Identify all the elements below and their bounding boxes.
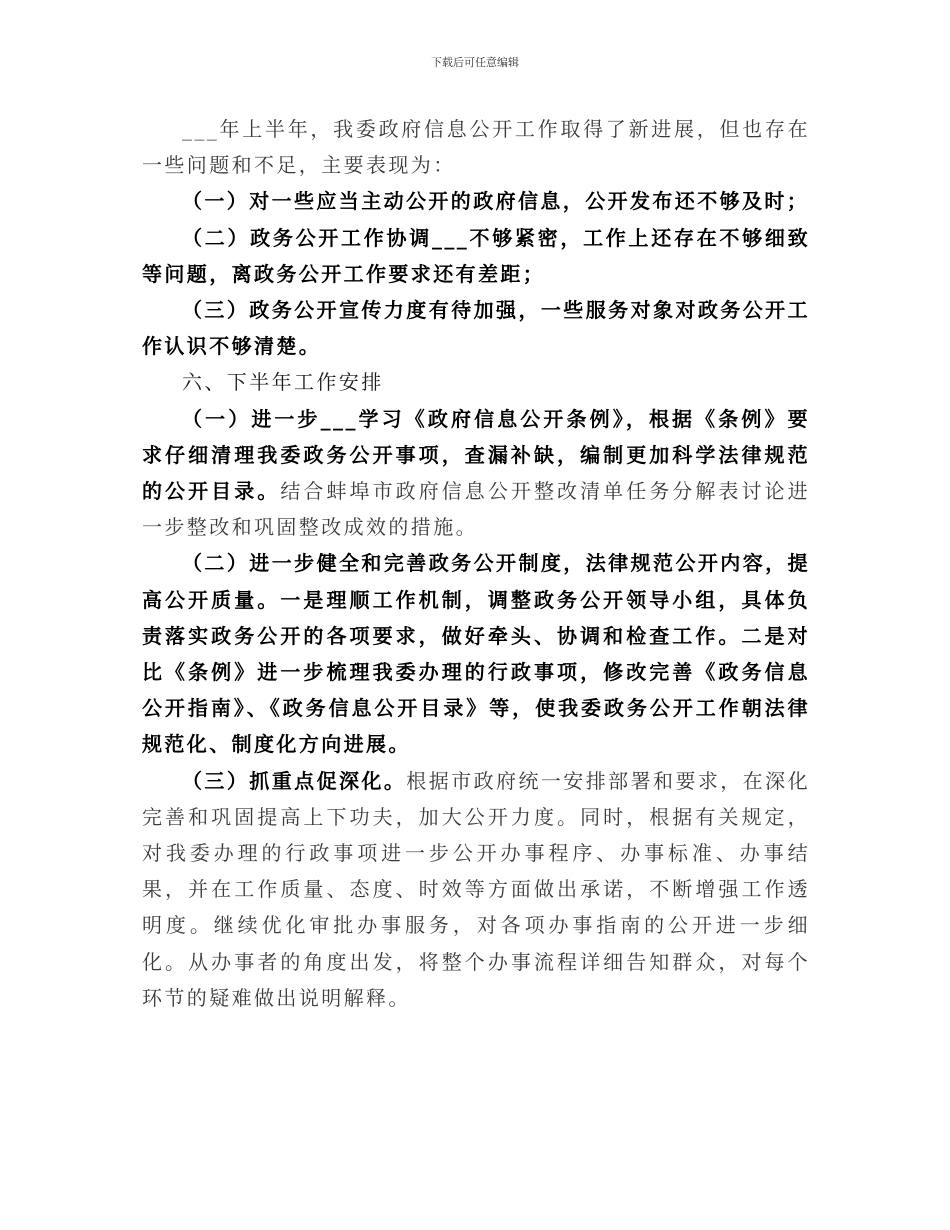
plan-item-1-bold: （一）进一步___学习《政府信息公开条例》，根据《条例》要求仔细清理我委政务公开事项，查漏补缺，编制更加科学法律规范的公开目录。 bbox=[142, 406, 810, 504]
section-heading: 六、下半年工作安排 bbox=[182, 370, 384, 395]
plan-item-1-normal: 结合蚌埠市政府信息公开整改清单任务分解表讨论进一步整改和巩固整改成效的措施。 bbox=[142, 479, 810, 540]
problem-item-2: （二）政务公开工作协调___不够紧密，工作上还存在不够细致等问题，离政务公开工作要求还有差距； bbox=[142, 225, 810, 286]
intro-paragraph: ___年上半年，我委政府信息公开工作取得了新进展，但也存在一些问题和不足，主要表现为： bbox=[142, 117, 810, 178]
document-body bbox=[142, 111, 810, 1016]
problem-item-3: （三）政务公开宣传力度有待加强，一些服务对象对政务公开工作认识不够清楚。 bbox=[142, 298, 810, 359]
plan-item-2: （二）进一步健全和完善政务公开制度，法律规范公开内容，提高公开质量。一是理顺工作机制，调整政务公开领导小组，具体负责落实政务公开的各项要求，做好牵头、协调和检查工作。二是对比《条例》进一步梳理我委办理的行政事项，修改完善《政务信息公开指南》、《政务信息公开目录》等，使我委政务公开工作朝法律规范化、制度化方向进展。 bbox=[142, 551, 810, 757]
page-header: 下载后可任意编辑 bbox=[431, 56, 519, 69]
plan-item-3-bold: （三）抓重点促深化。 bbox=[182, 768, 407, 793]
plan-item-3-normal: 根据市政府统一安排部署和要求，在深化完善和巩固提高上下功夫，加大公开力度。同时，根据有关规定，对我委办理的行政事项进一步公开办事程序、办事标准、办事结果，并在工作质量、态度、时效等方面做出承诺，不断增强工作透明度。继续优化审批办事服务，对各项办事指南的公开进一步细化。从办事者的角度出发，将整个办事流程详细告知群众，对每个环节的疑难做出说明解释。 bbox=[142, 768, 810, 1010]
plan-item-1 bbox=[142, 401, 810, 546]
problem-item-1: （一）对一些应当主动公开的政府信息，公开发布还不够及时； bbox=[182, 189, 810, 214]
plan-item-3 bbox=[142, 763, 810, 1016]
